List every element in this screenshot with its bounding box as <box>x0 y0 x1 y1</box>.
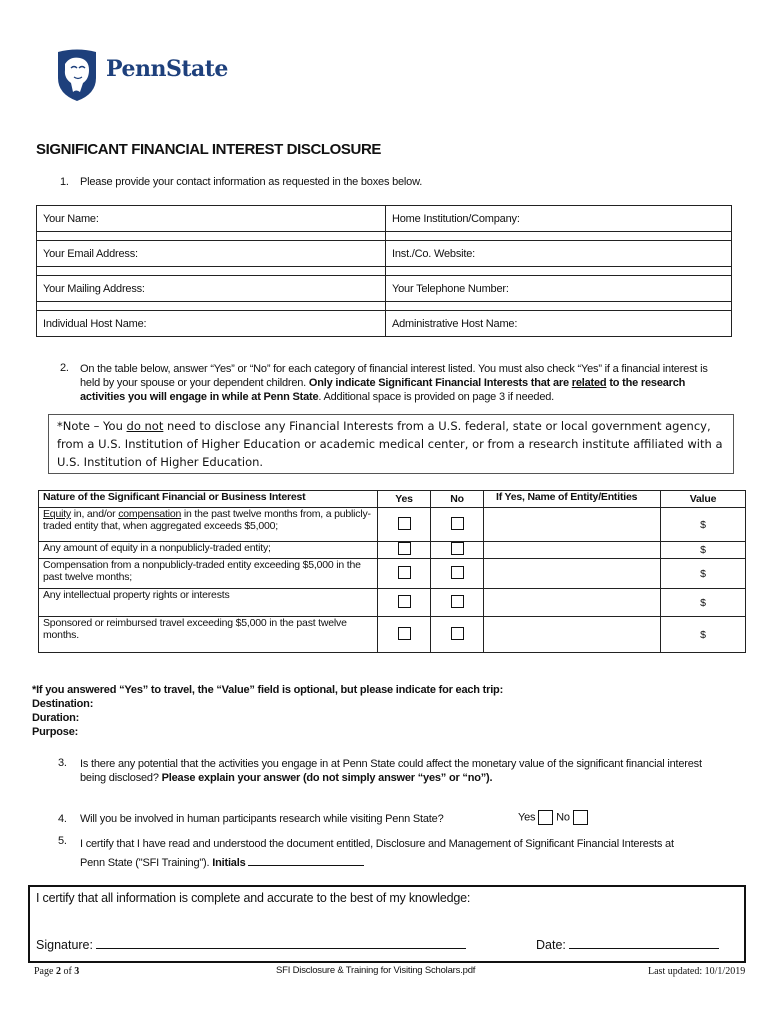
row1-c: compensation <box>118 508 182 520</box>
item-2-text-e: . Additional space is provided on page 3 if needed. <box>318 391 555 403</box>
value-field[interactable]: $ <box>661 508 746 542</box>
date-input[interactable] <box>569 938 719 949</box>
spacer-cell <box>386 267 732 276</box>
page-current: 2 <box>55 966 61 977</box>
certification-box <box>28 885 746 963</box>
entity-field[interactable] <box>484 617 661 653</box>
item-1-text: Please provide your contact information as requested in the boxes below. <box>80 176 423 188</box>
spacer-cell <box>37 267 386 276</box>
row-equity-nonpublic: Any amount of equity in a nonpublicly-traded entity; <box>39 542 378 559</box>
entity-field[interactable] <box>484 559 661 589</box>
item-3-number: 3. <box>58 757 67 769</box>
col-nature-header: Nature of the Significant Financial or Business Interest <box>39 491 378 508</box>
yes-checkbox[interactable] <box>398 627 411 640</box>
yes-checkbox[interactable] <box>398 566 411 579</box>
table-row <box>39 542 746 559</box>
item-2-text-c: related <box>571 377 607 389</box>
travel-intro: *If you answered “Yes” to travel, the “Value” field is optional, but please indicate for each trip: <box>32 684 504 696</box>
note-c: need to disclose any Financial Interests from a U.S. federal, state or local government agency, from a U.S. Institution of Higher Education or academic medical center, or from a research institute affiliated with a U.S. Institution of Higher Education. <box>57 419 723 469</box>
table-row <box>39 617 746 653</box>
value-field[interactable]: $ <box>661 542 746 559</box>
footer-last-updated: Last updated: 10/1/2019 <box>648 966 746 977</box>
item-4-yes-checkbox[interactable] <box>538 810 553 825</box>
logo-wordmark: PennState <box>106 56 228 82</box>
no-cell <box>431 617 484 653</box>
row-intellectual-property: Any intellectual property rights or interests <box>39 589 378 617</box>
note-b: do not <box>126 419 164 433</box>
no-cell <box>431 589 484 617</box>
contact-info-table <box>36 205 732 337</box>
item-3-question: Is there any potential that the activities you engage in at Penn State could affect the monetary value of the significant financial interest being disclosed? <box>80 758 702 784</box>
no-checkbox[interactable] <box>451 595 464 608</box>
row-equity-public <box>39 508 378 542</box>
item-5-initials-label: Initials <box>212 857 246 869</box>
item-5-number: 5. <box>58 835 67 847</box>
individual-host-field[interactable]: Individual Host Name: <box>37 311 386 337</box>
table-row <box>39 508 746 542</box>
your-name-field[interactable]: Your Name: <box>37 206 386 232</box>
purpose-label: Purpose: <box>32 726 79 738</box>
row1-d: in the past twelve months from, a publicly-traded entity that, when aggregated exceeds $5,000; <box>43 508 371 532</box>
note-a: *Note – You <box>57 419 123 433</box>
item-1-number: 1. <box>60 176 69 188</box>
yes-cell <box>378 559 431 589</box>
date-label: Date: <box>536 938 566 952</box>
item-4-text: Will you be involved in human participants research while visiting Penn State? <box>80 813 444 825</box>
col-value-header: Value <box>661 491 746 508</box>
certify-statement: I certify that all information is complete and accurate to the best of my knowledge: <box>36 891 471 905</box>
table-row <box>39 559 746 589</box>
initials-input[interactable] <box>248 854 364 866</box>
yes-cell <box>378 589 431 617</box>
no-checkbox[interactable] <box>451 542 464 555</box>
spacer-cell <box>37 232 386 241</box>
col-no-header: No <box>431 491 484 508</box>
page-label: Page <box>34 966 54 977</box>
signature-label: Signature: <box>36 938 93 952</box>
no-cell <box>431 559 484 589</box>
spacer-cell <box>386 232 732 241</box>
col-yes-header: Yes <box>378 491 431 508</box>
row1-b: in, and/or <box>73 508 116 520</box>
destination-label: Destination: <box>32 698 94 710</box>
email-field[interactable]: Your Email Address: <box>37 241 386 267</box>
item-5-text <box>80 835 700 873</box>
table-row <box>39 589 746 617</box>
item-2-number: 2. <box>60 362 69 374</box>
item-4-no-checkbox[interactable] <box>573 810 588 825</box>
nittany-lion-shield-icon <box>56 48 98 102</box>
item-4-number: 4. <box>58 813 67 825</box>
item-4-no-label: No <box>556 811 570 824</box>
item-4-yes-label: Yes <box>518 811 536 824</box>
item-5-statement: I certify that I have read and understood the document entitled, Disclosure and Management of Significant Financial Interests at Penn State ("SFI Training"). <box>80 838 674 869</box>
item-3-text <box>80 757 720 785</box>
item-3-instruction: Please explain your answer (do not simply answer “yes” or “no”). <box>161 772 493 784</box>
yes-cell <box>378 542 431 559</box>
page-number <box>34 966 79 977</box>
website-field[interactable]: Inst./Co. Website: <box>386 241 732 267</box>
page-title: SIGNIFICANT FINANCIAL INTEREST DISCLOSURE <box>36 141 381 158</box>
date-row <box>536 938 719 952</box>
yes-cell <box>378 508 431 542</box>
spacer-cell <box>37 302 386 311</box>
page-total: 3 <box>74 966 80 977</box>
entity-field[interactable] <box>484 508 661 542</box>
yes-checkbox[interactable] <box>398 542 411 555</box>
yes-cell <box>378 617 431 653</box>
row-travel: Sponsored or reimbursed travel exceeding $5,000 in the past twelve months. <box>39 617 378 653</box>
yes-checkbox[interactable] <box>398 517 411 530</box>
no-cell <box>431 508 484 542</box>
item-2-text <box>80 362 728 404</box>
duration-label: Duration: <box>32 712 80 724</box>
item-2-text-b: Only indicate Significant Financial Interests that are <box>308 377 569 389</box>
footer-filename: SFI Disclosure & Training for Visiting Scholars.pdf <box>276 965 476 976</box>
entity-field[interactable] <box>484 542 661 559</box>
no-cell <box>431 542 484 559</box>
financial-interest-table <box>38 490 746 653</box>
signature-input[interactable] <box>96 938 466 949</box>
value-field[interactable]: $ <box>661 589 746 617</box>
no-checkbox[interactable] <box>451 627 464 640</box>
no-checkbox[interactable] <box>451 517 464 530</box>
signature-row <box>36 938 466 952</box>
penn-state-logo <box>56 48 236 104</box>
value-field[interactable]: $ <box>661 617 746 653</box>
page-of: of <box>63 966 72 977</box>
spacer-cell <box>386 302 732 311</box>
value-field[interactable]: $ <box>661 559 746 589</box>
yes-checkbox[interactable] <box>398 595 411 608</box>
item-4-yes-option <box>518 810 588 825</box>
item-2-text-d: to the research activities you will engage in while at Penn State <box>80 377 686 403</box>
entity-field[interactable] <box>484 589 661 617</box>
row-compensation-nonpublic: Compensation from a nonpublicly-traded entity exceeding $5,000 in the past twelve months; <box>39 559 378 589</box>
col-entity-header: If Yes, Name of Entity/Entities <box>484 491 661 508</box>
no-checkbox[interactable] <box>451 566 464 579</box>
telephone-field[interactable]: Your Telephone Number: <box>386 276 732 302</box>
home-institution-field[interactable]: Home Institution/Company: <box>386 206 732 232</box>
administrative-host-field[interactable]: Administrative Host Name: <box>386 311 732 337</box>
mailing-address-field[interactable]: Your Mailing Address: <box>37 276 386 302</box>
note-box <box>48 414 734 474</box>
row1-a: Equity <box>43 508 71 520</box>
item-2-text-a: On the table below, answer “Yes” or “No” for each category of financial interest listed. You must also check “Yes” if a financial interest is held by your spouse or your dependent children. <box>80 363 708 389</box>
